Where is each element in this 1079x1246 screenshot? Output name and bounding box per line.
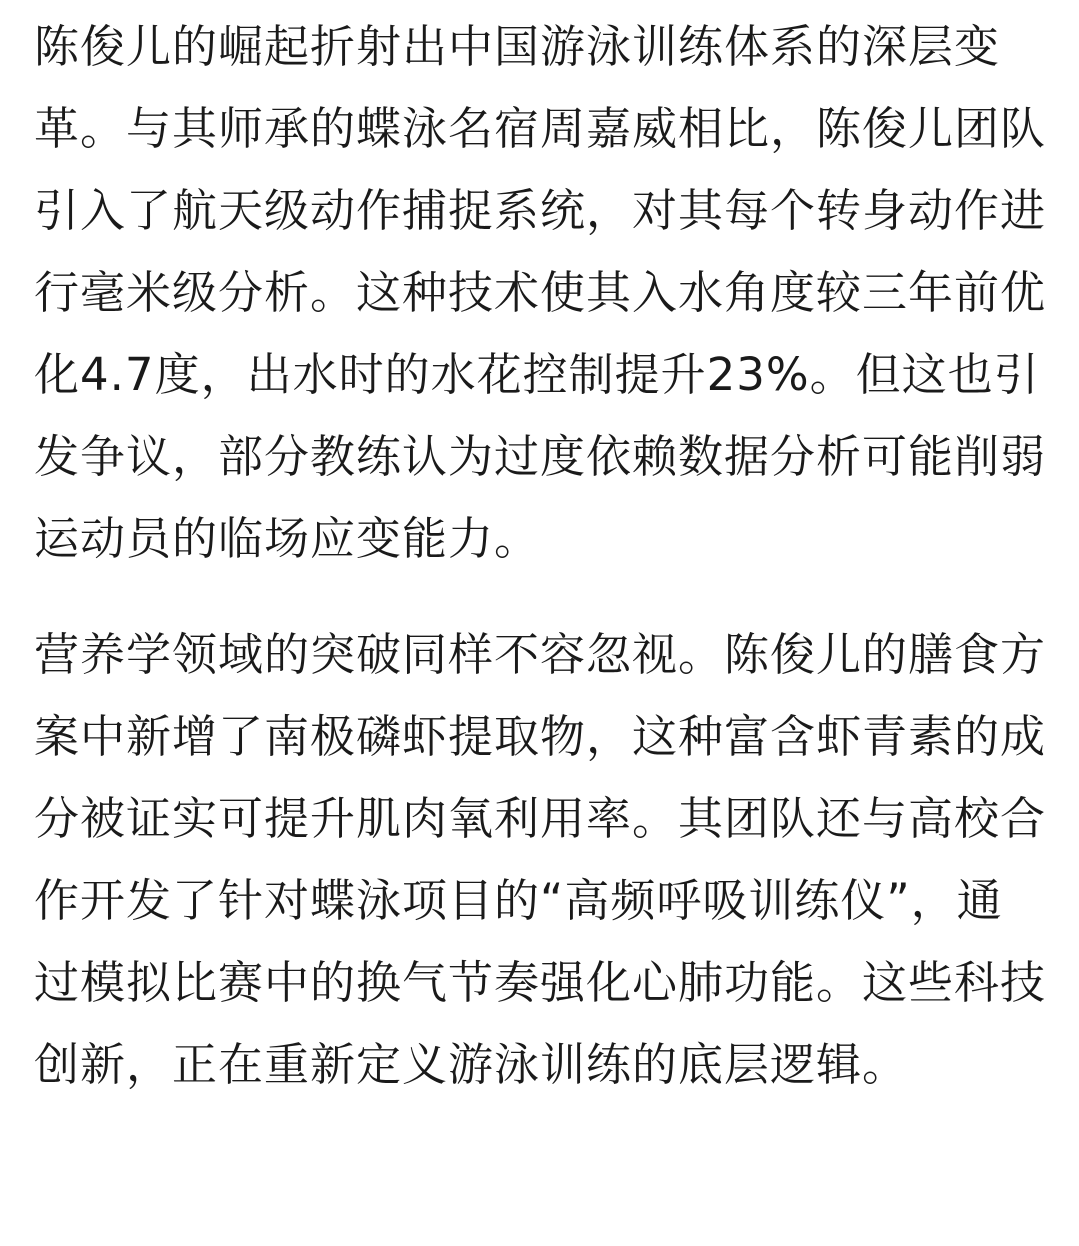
paragraph-training-reform: 陈俊儿的崛起折射出中国游泳训练体系的深层变革。与其师承的蝶泳名宿周嘉威相比，陈俊儿团队引入了航天级动作捕捉系统，对其每个转身动作进行毫米级分析。这种技术使其入水角度较三年前优化4.7度，出水时的水花控制提升23%。但这也引发争议，部分教练认为过度依赖数据分析可能削弱运动员的临场应变能力。 (34, 20, 1047, 565)
paragraph-nutrition: 营养学领域的突破同样不容忽视。陈俊儿的膳食方案中新增了南极磷虾提取物，这种富含虾青素的成分被证实可提升肌肉氧利用率。其团队还与高校合作开发了针对蝶泳项目的“高频呼吸训练仪”，通过模拟比赛中的换气节奏强化心肺功能。这些科技创新，正在重新定义游泳训练的底层逻辑。 (34, 628, 1047, 1091)
article-body (34, 6, 1046, 1106)
